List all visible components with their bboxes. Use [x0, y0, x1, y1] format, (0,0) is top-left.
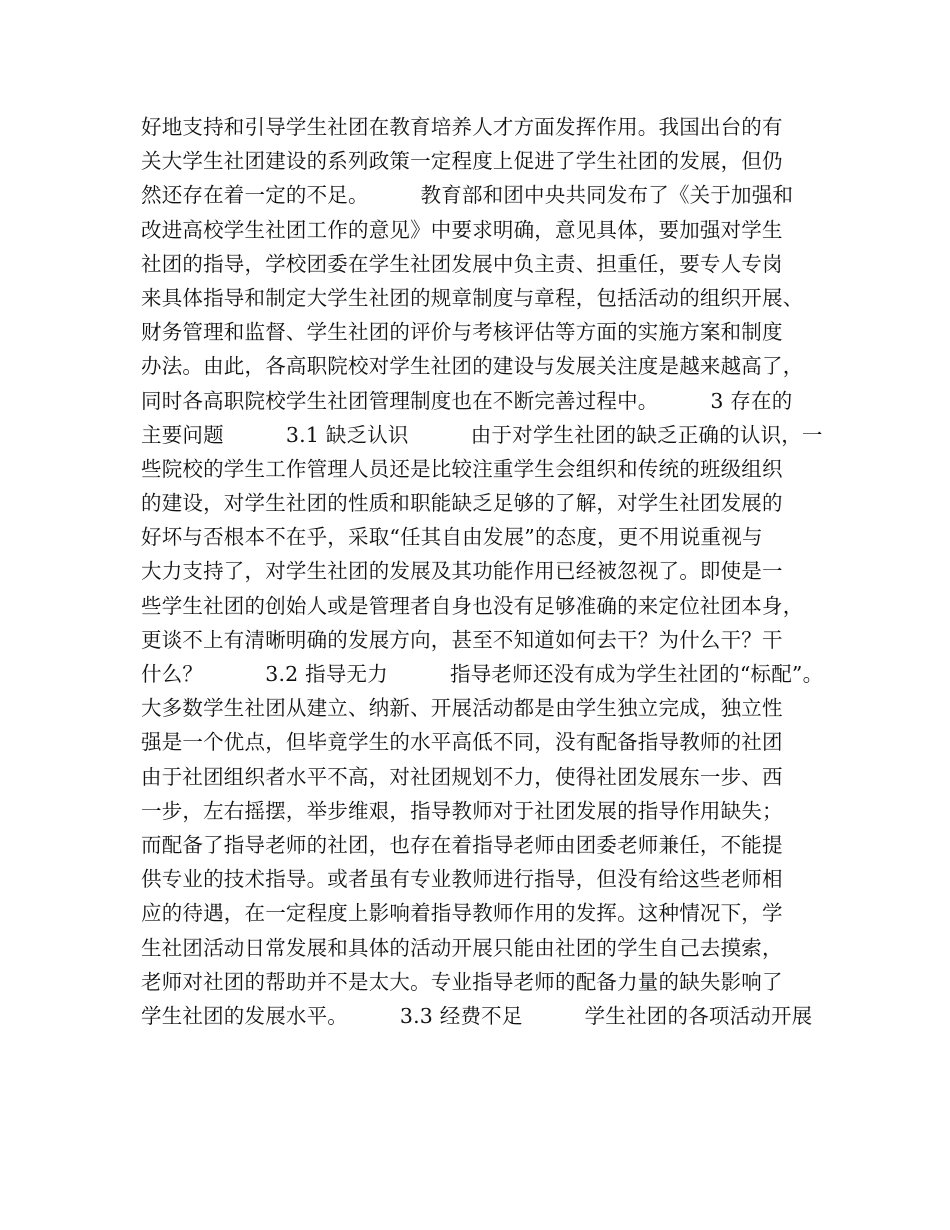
- text-line: 大多数学生社团从建立、纳新、开展活动都是由学生独立完成，独立性: [141, 696, 783, 721]
- text-line: 来具体指导和制定大学生社团的规章制度与章程，包括活动的组织开展、: [141, 285, 804, 310]
- text-line: 些学生社团的创始人或是管理者自身也没有足够准确的来定位社团本身，: [141, 593, 804, 618]
- text-line: 由于社团组织者水平不高，对社团规划不力，使得社团发展东一步、西: [141, 764, 783, 789]
- body-text: [141, 110, 831, 1033]
- text-line: 改进高校学生社团工作的意见》中要求明确，意见具体，要加强对学生: [141, 217, 783, 242]
- text-line: 什么？ 3.2 指导无力 指导老师还没有成为学生社团的“标配”。: [141, 662, 824, 686]
- text-line: 社团的指导，学校团委在学生社团发展中负主责、担重任，要专人专岗: [141, 251, 783, 276]
- text-line: 更谈不上有清晰明确的发展方向，甚至不知道如何去干？为什么干？干: [141, 627, 783, 652]
- text-line: 关大学生社团建设的系列政策一定程度上促进了学生社团的发展，但仍: [141, 149, 783, 174]
- text-line: 应的待遇，在一定程度上影响着指导教师作用的发挥。这种情况下，学: [141, 901, 783, 926]
- text-line: 老师对社团的帮助并不是太大。专业指导老师的配备力量的缺失影响了: [141, 969, 783, 994]
- text-line: 好地支持和引导学生社团在教育培养人才方面发挥作用。我国出台的有: [141, 115, 783, 139]
- text-line: 学生社团的发展水平。 3.3 经费不足 学生社团的各项活动开展: [141, 1003, 813, 1028]
- text-line: 一步，左右摇摆，举步维艰，指导教师对于社团发展的指导作用缺失；: [141, 798, 783, 823]
- text-line: 而配备了指导老师的社团，也存在着指导老师由团委老师兼任，不能提: [141, 832, 783, 857]
- text-line: 好坏与否根本不在乎，采取“任其自由发展”的态度，更不用说重视与: [141, 525, 763, 550]
- text-line: 生社团活动日常发展和具体的活动开展只能由社团的学生自己去摸索，: [141, 935, 783, 960]
- text-line: 些院校的学生工作管理人员还是比较注重学生会组织和传统的班级组织: [141, 456, 783, 481]
- text-line: 办法。由此，各高职院校对学生社团的建设与发展关注度是越来越高了，: [141, 354, 804, 379]
- text-line: 供专业的技术指导。或者虽有专业教师进行指导，但没有给这些老师相: [141, 867, 783, 892]
- text-line: 财务管理和监督、学生社团的评价与考核评估等方面的实施方案和制度: [141, 320, 783, 345]
- text-line: 同时各高职院校学生社团管理制度也在不断完善过程中。 3 存在的: [141, 388, 793, 413]
- text-line: 主要问题 3.1 缺乏认识 由于对学生社团的缺乏正确的认识，一: [141, 422, 823, 447]
- text-line: 大力支持了，对学生社团的发展及其功能作用已经被忽视了。即使是一: [141, 559, 783, 584]
- text-line: 的建设，对学生社团的性质和职能缺乏足够的了解，对学生社团发展的: [141, 491, 783, 516]
- text-line: 然还存在着一定的不足。 教育部和团中央共同发布了《关于加强和: [141, 183, 794, 208]
- text-line: 强是一个优点，但毕竟学生的水平高低不同，没有配备指导教师的社团: [141, 730, 783, 755]
